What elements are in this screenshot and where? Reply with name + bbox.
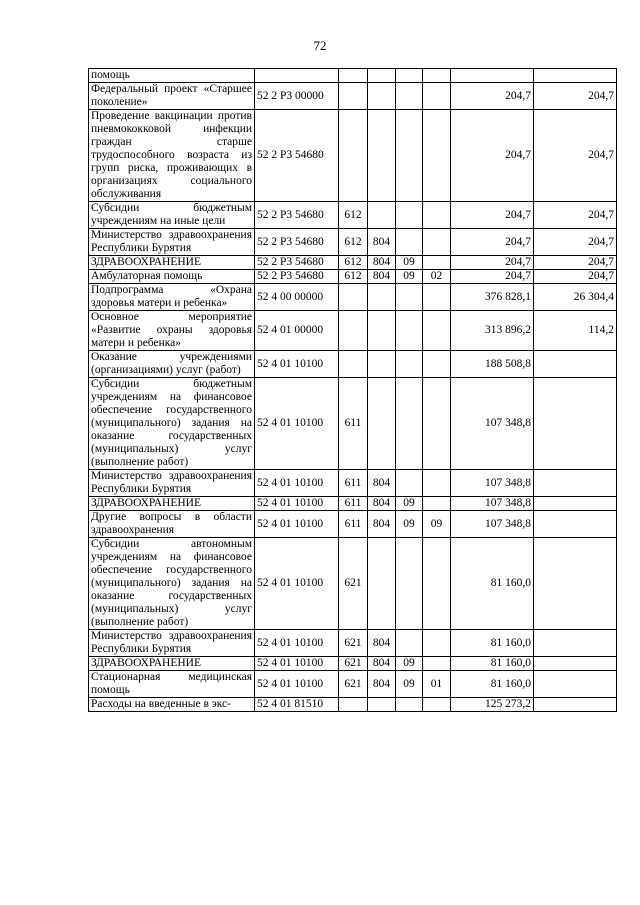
amount-year1-cell: 204,7 — [451, 229, 534, 256]
section-cell — [396, 698, 423, 712]
amount-year1-cell: 125 273,2 — [451, 698, 534, 712]
ministry-code-cell: 804 — [368, 470, 396, 497]
expense-type-cell — [339, 83, 368, 110]
target-code-cell: 52 4 00 00000 — [255, 284, 339, 311]
subsection-cell — [423, 256, 451, 270]
subsection-cell — [423, 630, 451, 657]
section-cell: 09 — [396, 270, 423, 284]
table-row — [89, 497, 617, 511]
amount-year2-cell — [534, 497, 617, 511]
ministry-code-cell — [368, 351, 396, 378]
subsection-cell — [423, 83, 451, 110]
subsection-cell — [423, 229, 451, 256]
amount-year2-cell — [534, 630, 617, 657]
expense-type-cell — [339, 110, 368, 202]
section-cell — [396, 69, 423, 83]
ministry-code-cell — [368, 69, 396, 83]
subsection-cell — [423, 470, 451, 497]
target-code-cell: 52 4 01 10100 — [255, 657, 339, 671]
amount-year2-cell: 204,7 — [534, 256, 617, 270]
expense-type-cell — [339, 698, 368, 712]
page-number: 72 — [313, 38, 327, 53]
section-cell: 09 — [396, 511, 423, 538]
amount-year1-cell: 107 348,8 — [451, 511, 534, 538]
amount-year1-cell: 188 508,8 — [451, 351, 534, 378]
amount-year2-cell: 204,7 — [534, 202, 617, 229]
expense-type-cell: 621 — [339, 671, 368, 698]
subsection-cell — [423, 110, 451, 202]
ministry-code-cell: 804 — [368, 270, 396, 284]
section-cell — [396, 538, 423, 630]
section-cell — [396, 351, 423, 378]
expense-type-cell — [339, 69, 368, 83]
amount-year1-cell: 376 828,1 — [451, 284, 534, 311]
budget-table — [88, 68, 617, 712]
ministry-code-cell: 804 — [368, 657, 396, 671]
amount-year1-cell: 81 160,0 — [451, 538, 534, 630]
ministry-code-cell — [368, 538, 396, 630]
amount-year2-cell — [534, 538, 617, 630]
amount-year1-cell: 204,7 — [451, 202, 534, 229]
expense-type-cell: 621 — [339, 538, 368, 630]
amount-year1-cell: 81 160,0 — [451, 671, 534, 698]
target-code-cell: 52 4 01 10100 — [255, 671, 339, 698]
section-cell: 09 — [396, 671, 423, 698]
row-name-cell: Проведение вакцинации против пневмококковой инфекции граждан старше трудоспособного возраста из групп риска, проживающих в организациях социального обслуживания — [89, 110, 255, 202]
expense-type-cell: 621 — [339, 630, 368, 657]
row-name-cell: Другие вопросы в области здравоохранения — [89, 511, 255, 538]
amount-year2-cell — [534, 671, 617, 698]
amount-year2-cell — [534, 470, 617, 497]
subsection-cell — [423, 497, 451, 511]
row-name-cell: ЗДРАВООХРАНЕНИЕ — [89, 657, 255, 671]
section-cell — [396, 284, 423, 311]
row-name-cell: Федеральный проект «Старшее поколение» — [89, 83, 255, 110]
ministry-code-cell: 804 — [368, 256, 396, 270]
table-row — [89, 671, 617, 698]
amount-year1-cell: 204,7 — [451, 270, 534, 284]
row-name-cell: помощь — [89, 69, 255, 83]
table-row — [89, 351, 617, 378]
section-cell: 09 — [396, 657, 423, 671]
expense-type-cell — [339, 351, 368, 378]
section-cell: 09 — [396, 497, 423, 511]
expense-type-cell: 611 — [339, 497, 368, 511]
table-row — [89, 470, 617, 497]
table-row — [89, 229, 617, 256]
section-cell — [396, 311, 423, 351]
amount-year1-cell: 107 348,8 — [451, 497, 534, 511]
row-name-cell: Министерство здравоохранения Республики Бурятия — [89, 470, 255, 497]
amount-year2-cell: 204,7 — [534, 270, 617, 284]
table-row — [89, 657, 617, 671]
table-row — [89, 69, 617, 83]
row-name-cell: Расходы на введенные в экс- — [89, 698, 255, 712]
section-cell — [396, 630, 423, 657]
ministry-code-cell — [368, 202, 396, 229]
ministry-code-cell: 804 — [368, 229, 396, 256]
subsection-cell — [423, 538, 451, 630]
ministry-code-cell — [368, 311, 396, 351]
subsection-cell — [423, 284, 451, 311]
amount-year2-cell: 114,2 — [534, 311, 617, 351]
table-row — [89, 83, 617, 110]
table-row — [89, 538, 617, 630]
row-name-cell: Подпрограмма «Охрана здоровья матери и ребенка» — [89, 284, 255, 311]
subsection-cell — [423, 69, 451, 83]
target-code-cell: 52 2 P3 54680 — [255, 256, 339, 270]
ministry-code-cell: 804 — [368, 497, 396, 511]
target-code-cell: 52 4 01 10100 — [255, 630, 339, 657]
expense-type-cell: 612 — [339, 256, 368, 270]
row-name-cell: Субсидии бюджетным учреждениям на финансовое обеспечение государственного (муниципального) задания на оказание государственных (муниципальных) услуг (выполнение работ) — [89, 378, 255, 470]
target-code-cell: 52 2 P3 54680 — [255, 202, 339, 229]
ministry-code-cell: 804 — [368, 630, 396, 657]
table-row — [89, 511, 617, 538]
ministry-code-cell — [368, 83, 396, 110]
amount-year1-cell: 204,7 — [451, 110, 534, 202]
subsection-cell — [423, 311, 451, 351]
row-name-cell: Министерство здравоохранения Республики Бурятия — [89, 630, 255, 657]
table-row — [89, 630, 617, 657]
expense-type-cell: 611 — [339, 378, 368, 470]
section-cell — [396, 110, 423, 202]
target-code-cell: 52 4 01 00000 — [255, 311, 339, 351]
amount-year1-cell — [451, 69, 534, 83]
table-row — [89, 256, 617, 270]
row-name-cell: ЗДРАВООХРАНЕНИЕ — [89, 256, 255, 270]
section-cell — [396, 378, 423, 470]
amount-year2-cell — [534, 69, 617, 83]
target-code-cell: 52 2 P3 54680 — [255, 229, 339, 256]
expense-type-cell: 611 — [339, 470, 368, 497]
row-name-cell: Оказание учреждениями (организациями) услуг (работ) — [89, 351, 255, 378]
subsection-cell — [423, 657, 451, 671]
amount-year1-cell: 81 160,0 — [451, 630, 534, 657]
table-row — [89, 110, 617, 202]
amount-year1-cell: 107 348,8 — [451, 378, 534, 470]
table-row — [89, 270, 617, 284]
amount-year2-cell: 204,7 — [534, 110, 617, 202]
amount-year1-cell: 107 348,8 — [451, 470, 534, 497]
expense-type-cell: 612 — [339, 229, 368, 256]
table-row — [89, 378, 617, 470]
target-code-cell: 52 2 P3 00000 — [255, 83, 339, 110]
section-cell — [396, 229, 423, 256]
subsection-cell: 02 — [423, 270, 451, 284]
table-row — [89, 202, 617, 229]
row-name-cell: Министерство здравоохранения Республики Бурятия — [89, 229, 255, 256]
target-code-cell: 52 2 P3 54680 — [255, 110, 339, 202]
row-name-cell: Стационарная медицинская помощь — [89, 671, 255, 698]
target-code-cell: 52 4 01 10100 — [255, 538, 339, 630]
target-code-cell: 52 4 01 10100 — [255, 351, 339, 378]
row-name-cell: Амбулаторная помощь — [89, 270, 255, 284]
ministry-code-cell — [368, 378, 396, 470]
amount-year2-cell: 204,7 — [534, 83, 617, 110]
subsection-cell — [423, 351, 451, 378]
amount-year1-cell: 313 896,2 — [451, 311, 534, 351]
table-body — [89, 69, 617, 712]
expense-type-cell — [339, 284, 368, 311]
target-code-cell: 52 4 01 10100 — [255, 511, 339, 538]
table-row — [89, 284, 617, 311]
ministry-code-cell — [368, 110, 396, 202]
amount-year2-cell — [534, 511, 617, 538]
amount-year2-cell — [534, 351, 617, 378]
amount-year2-cell — [534, 657, 617, 671]
amount-year1-cell: 204,7 — [451, 256, 534, 270]
section-cell — [396, 83, 423, 110]
ministry-code-cell — [368, 284, 396, 311]
target-code-cell: 52 2 P3 54680 — [255, 270, 339, 284]
ministry-code-cell — [368, 698, 396, 712]
subsection-cell — [423, 378, 451, 470]
row-name-cell: Субсидии автономным учреждениям на финансовое обеспечение государственного (муниципального) задания на оказание государственных (муниципальных) услуг (выполнение работ) — [89, 538, 255, 630]
expense-type-cell: 612 — [339, 270, 368, 284]
amount-year2-cell: 26 304,4 — [534, 284, 617, 311]
subsection-cell: 09 — [423, 511, 451, 538]
table-row — [89, 311, 617, 351]
section-cell — [396, 470, 423, 497]
amount-year2-cell: 204,7 — [534, 229, 617, 256]
subsection-cell — [423, 698, 451, 712]
table-row — [89, 698, 617, 712]
row-name-cell: ЗДРАВООХРАНЕНИЕ — [89, 497, 255, 511]
subsection-cell: 01 — [423, 671, 451, 698]
target-code-cell: 52 4 01 10100 — [255, 470, 339, 497]
amount-year1-cell: 204,7 — [451, 83, 534, 110]
target-code-cell: 52 4 01 81510 — [255, 698, 339, 712]
expense-type-cell: 611 — [339, 511, 368, 538]
target-code-cell: 52 4 01 10100 — [255, 378, 339, 470]
ministry-code-cell: 804 — [368, 671, 396, 698]
expense-type-cell: 621 — [339, 657, 368, 671]
ministry-code-cell: 804 — [368, 511, 396, 538]
row-name-cell: Основное мероприятие «Развитие охраны здоровья матери и ребенка» — [89, 311, 255, 351]
expense-type-cell — [339, 311, 368, 351]
amount-year2-cell — [534, 378, 617, 470]
amount-year1-cell: 81 160,0 — [451, 657, 534, 671]
subsection-cell — [423, 202, 451, 229]
target-code-cell: 52 4 01 10100 — [255, 497, 339, 511]
section-cell — [396, 202, 423, 229]
target-code-cell — [255, 69, 339, 83]
amount-year2-cell — [534, 698, 617, 712]
section-cell: 09 — [396, 256, 423, 270]
row-name-cell: Субсидии бюджетным учреждениям на иные цели — [89, 202, 255, 229]
expense-type-cell: 612 — [339, 202, 368, 229]
